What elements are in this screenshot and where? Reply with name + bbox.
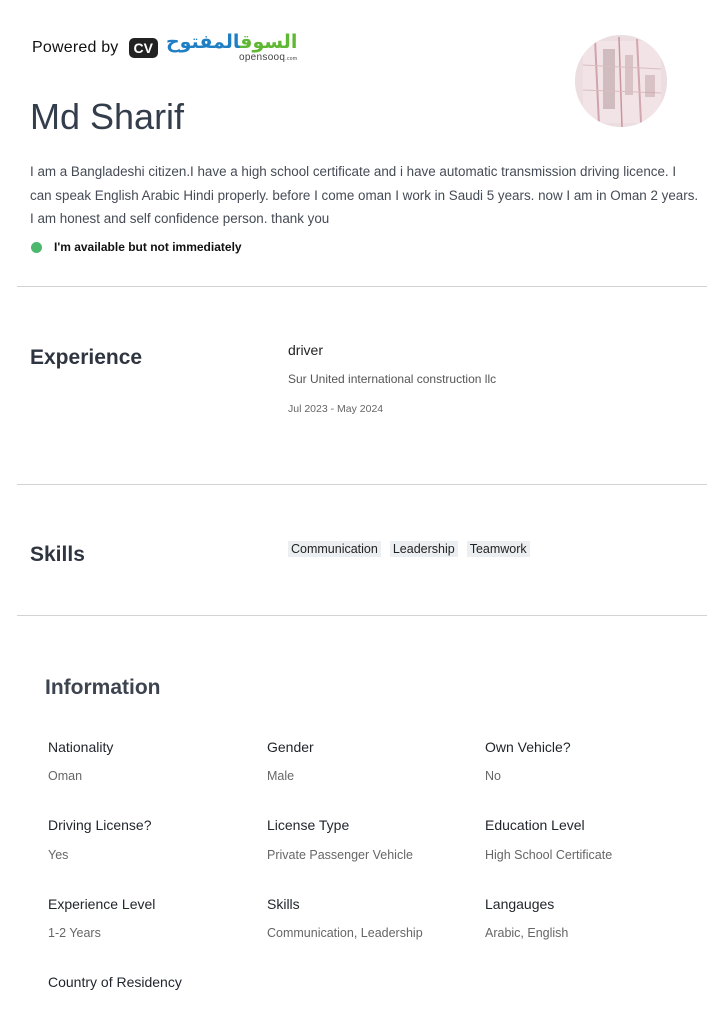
logo-en-suffix: .com [285,56,298,62]
info-label-skills: Skills [267,896,300,912]
info-label-experience-level: Experience Level [48,896,156,912]
info-value-education-level: High School Certificate [485,848,613,862]
info-value-languages: Arabic, English [485,926,569,940]
profile-bio: I am a Bangladeshi citizen.I have a high school certificate and i have automatic transmission driving licence. I can speak English Arabic Hindi properly. before I come oman I work in Saudi 5 years. now I am in Oman 2 years. I am honest and self confidence person. thank you [30,164,699,226]
info-value-gender: Male [267,769,295,783]
logo-en: opensooq [238,52,286,63]
info-label-education-level: Education Level [485,817,585,833]
info-value-nationality: Oman [48,769,83,783]
experience-title: Experience [30,346,143,369]
info-value-own-vehicle: No [485,769,501,783]
logo-ar-second: المفتوح [165,31,240,53]
info-label-nationality: Nationality [48,739,114,755]
avatar [575,35,667,127]
info-label-driving-license: Driving License? [48,817,152,833]
info-value-driving-license: Yes [48,848,69,862]
info-label-license-type: License Type [267,817,350,833]
skills-title: Skills [30,543,85,566]
powered-by-brand [32,33,297,63]
avatar-photo-icon [575,35,667,127]
powered-by-text: Powered by [32,39,119,56]
skill-chip: Leadership [390,541,458,557]
skill-chip: Communication [288,541,381,557]
availability-text: I'm available but not immediately [54,240,242,254]
info-value-license-type: Private Passenger Vehicle [267,848,413,862]
divider [17,286,707,287]
info-label-country-of-residency: Country of Residency [48,974,182,990]
opensooq-logo [166,33,297,63]
experience-dates: Jul 2023 - May 2024 [288,403,384,415]
experience-company: Sur United international construction llc [288,372,497,386]
info-label-own-vehicle: Own Vehicle? [485,739,571,755]
cv-badge: CV [129,38,158,58]
profile-name: Md Sharif [30,96,185,137]
info-value-experience-level: 1-2 Years [48,926,101,940]
info-label-languages: Langauges [485,896,555,912]
experience-role: driver [288,342,324,358]
logo-ar-first: السوق [240,31,298,53]
skill-chip: Teamwork [467,541,530,557]
divider [17,484,707,485]
status-dot-icon [31,242,42,253]
information-title: Information [45,676,161,699]
info-label-gender: Gender [267,739,314,755]
divider [17,615,707,616]
skills-list [288,541,530,557]
info-value-skills: Communication, Leadership [267,926,423,940]
availability-status [31,240,242,254]
